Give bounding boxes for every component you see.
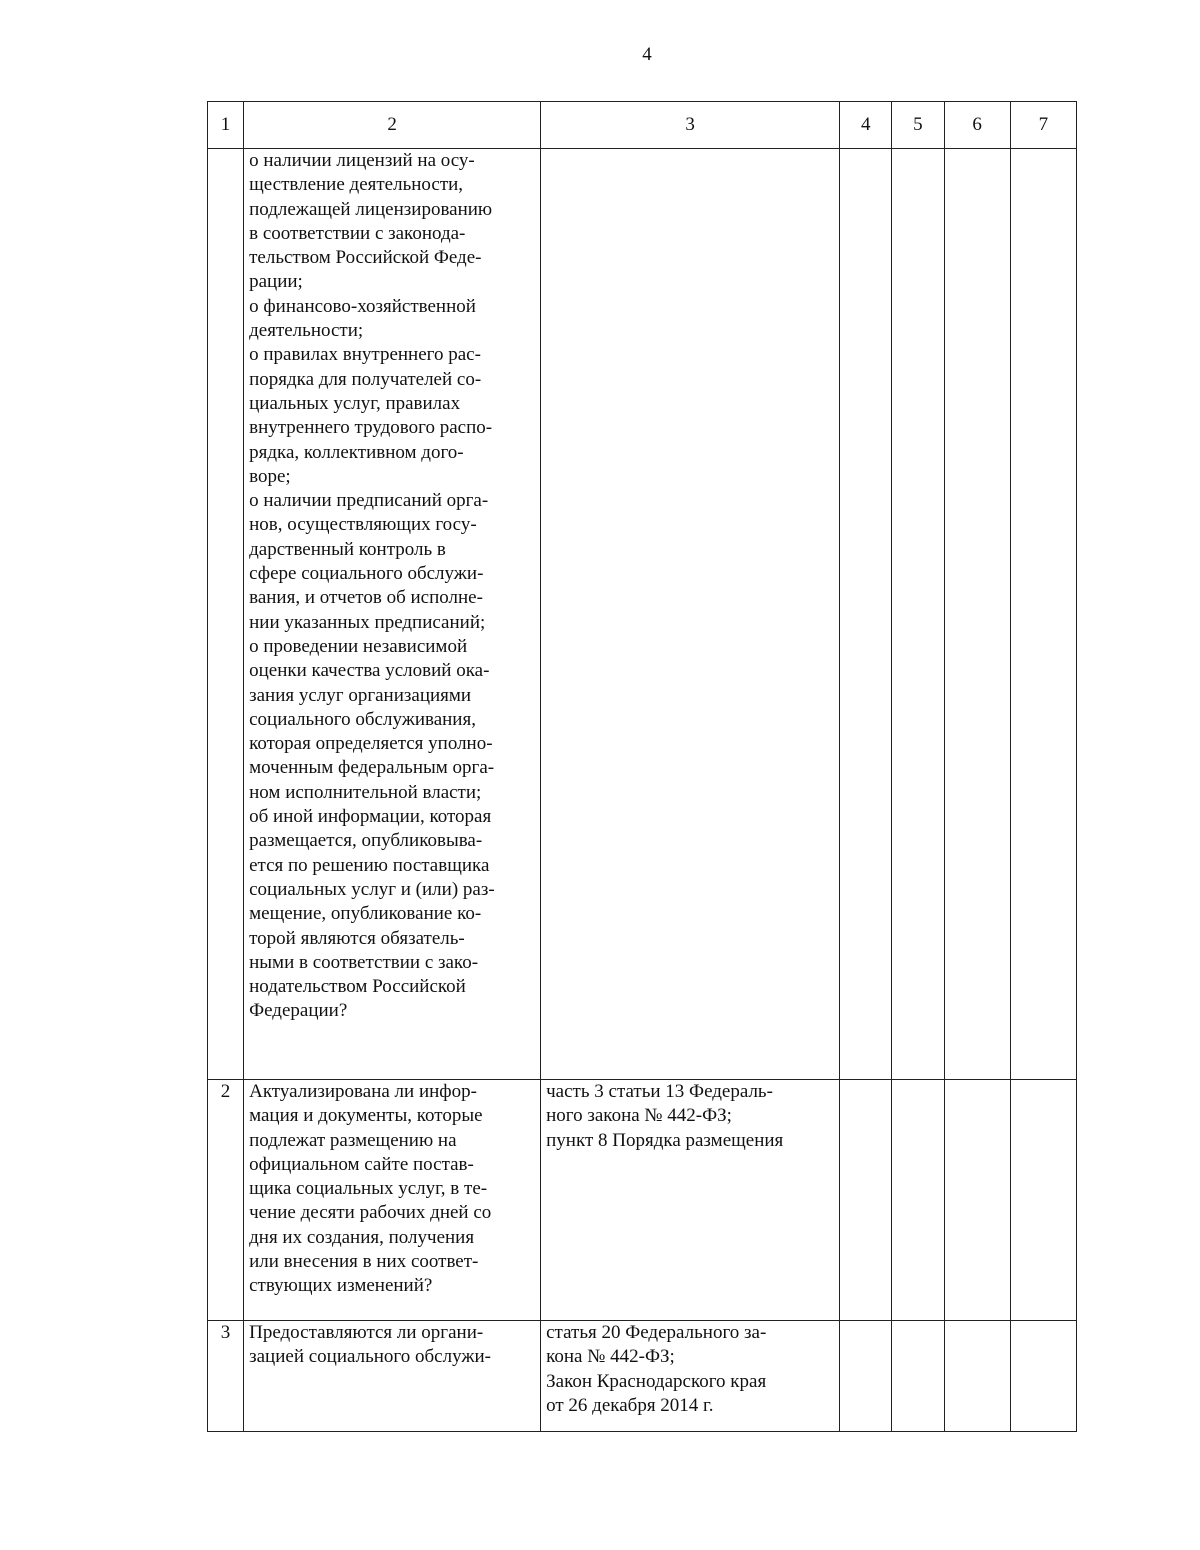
question-line: оценки качества условий ока- [249, 660, 490, 682]
empty-cell-col-5 [892, 1080, 944, 1321]
question-line: социального обслуживания, [249, 708, 476, 730]
question-line: дня их создания, получения [249, 1226, 475, 1248]
question-line: о правилах внутреннего рас- [249, 344, 481, 366]
question-line: в соответствии с законода- [249, 222, 466, 244]
question-cell [244, 1080, 541, 1321]
row-number: 3 [208, 1321, 244, 1432]
empty-cell-col-6 [944, 1080, 1010, 1321]
legal-basis-cell [541, 1080, 840, 1321]
header-row [208, 102, 1077, 149]
question-line: тельством Российской Феде- [249, 247, 482, 269]
question-line: нии указанных предписаний; [249, 611, 486, 633]
legal-basis-line: ного закона № 442-ФЗ; [546, 1105, 732, 1127]
question-line: порядка для получателей со- [249, 368, 482, 390]
column-header-5: 5 [892, 102, 944, 149]
question-line: об иной информации, которая [249, 806, 492, 828]
question-line: ном исполнительной власти; [249, 781, 482, 803]
question-line: мация и документы, которые [249, 1105, 483, 1127]
question-line: торой являются обязатель- [249, 927, 465, 949]
legal-basis-line: кона № 442-ФЗ; [546, 1346, 675, 1368]
question-line: или внесения в них соответ- [249, 1251, 479, 1273]
column-header-7: 7 [1010, 102, 1076, 149]
question-line: нодательством Российской [249, 976, 466, 998]
question-cell [244, 149, 541, 1080]
question-line: о наличии предписаний орга- [249, 490, 489, 512]
column-header-1: 1 [208, 102, 244, 149]
empty-cell-col-4 [840, 149, 892, 1080]
question-line: чение десяти рабочих дней со [249, 1202, 492, 1224]
question-line: социальных услуг и (или) раз- [249, 878, 495, 900]
question-line: дарственный контроль в [249, 538, 446, 560]
empty-cell-col-7 [1010, 149, 1076, 1080]
empty-cell-col-6 [944, 149, 1010, 1080]
question-line: Федерации? [249, 1000, 348, 1022]
column-header-4: 4 [840, 102, 892, 149]
empty-cell-col-5 [892, 1321, 944, 1432]
question-line: воре; [249, 465, 291, 487]
question-line: мещение, опубликование ко- [249, 903, 482, 925]
column-header-2: 2 [244, 102, 541, 149]
legal-basis-line: часть 3 статьи 13 Федераль- [546, 1081, 773, 1102]
table-row [208, 1321, 1077, 1432]
question-line: моченным федеральным орга- [249, 757, 495, 779]
question-cell [244, 1321, 541, 1432]
empty-cell-col-4 [840, 1321, 892, 1432]
empty-cell-col-4 [840, 1080, 892, 1321]
question-line: ными в соответствии с зако- [249, 951, 479, 973]
checklist-table [207, 101, 1077, 1432]
row-number: 2 [208, 1080, 244, 1321]
column-header-3: 3 [541, 102, 840, 149]
question-line: о проведении независимой [249, 635, 468, 657]
question-line: деятельности; [249, 320, 364, 342]
empty-cell-col-7 [1010, 1080, 1076, 1321]
question-line: рации; [249, 271, 303, 293]
question-line: щика социальных услуг, в те- [249, 1178, 488, 1200]
question-line: зацией социального обслужи- [249, 1346, 491, 1368]
empty-cell-col-7 [1010, 1321, 1076, 1432]
question-line: официальном сайте постав- [249, 1153, 474, 1175]
legal-basis-line: Закон Краснодарского края [546, 1370, 767, 1392]
question-line: сфере социального обслужи- [249, 563, 484, 585]
legal-basis-line: от 26 декабря 2014 г. [546, 1394, 714, 1416]
table-row [208, 149, 1077, 1080]
question-line: подлежащей лицензированию [249, 198, 493, 220]
legal-basis-line: статья 20 Федерального за- [546, 1322, 767, 1343]
question-line: ствующих изменений? [249, 1275, 433, 1297]
page-number: 4 [642, 44, 652, 65]
question-line: циальных услуг, правилах [249, 392, 461, 414]
question-line: о финансово-хозяйственной [249, 295, 476, 317]
question-line: рядка, коллективном дого- [249, 441, 464, 463]
question-line: нов, осуществляющих госу- [249, 514, 477, 536]
question-line: о наличии лицензий на осу- [249, 150, 475, 171]
question-line: зания услуг организациями [249, 684, 472, 706]
row-number [208, 149, 244, 1080]
question-line: Актуализирована ли инфор- [249, 1081, 477, 1102]
legal-basis-cell [541, 149, 840, 1080]
question-line: ется по решению поставщика [249, 854, 490, 876]
question-line: размещается, опубликовыва- [249, 830, 483, 852]
question-line: внутреннего трудового распо- [249, 417, 493, 439]
question-line: которая определяется уполно- [249, 733, 493, 755]
table-row [208, 1080, 1077, 1321]
empty-cell-col-5 [892, 149, 944, 1080]
question-line: ществление деятельности, [249, 174, 464, 196]
empty-cell-col-6 [944, 1321, 1010, 1432]
question-line: вания, и отчетов об исполне- [249, 587, 483, 609]
column-header-6: 6 [944, 102, 1010, 149]
legal-basis-line: пункт 8 Порядка размещения [546, 1129, 784, 1151]
question-line: Предоставляются ли органи- [249, 1322, 484, 1343]
legal-basis-cell [541, 1321, 840, 1432]
question-line: подлежат размещению на [249, 1129, 457, 1151]
